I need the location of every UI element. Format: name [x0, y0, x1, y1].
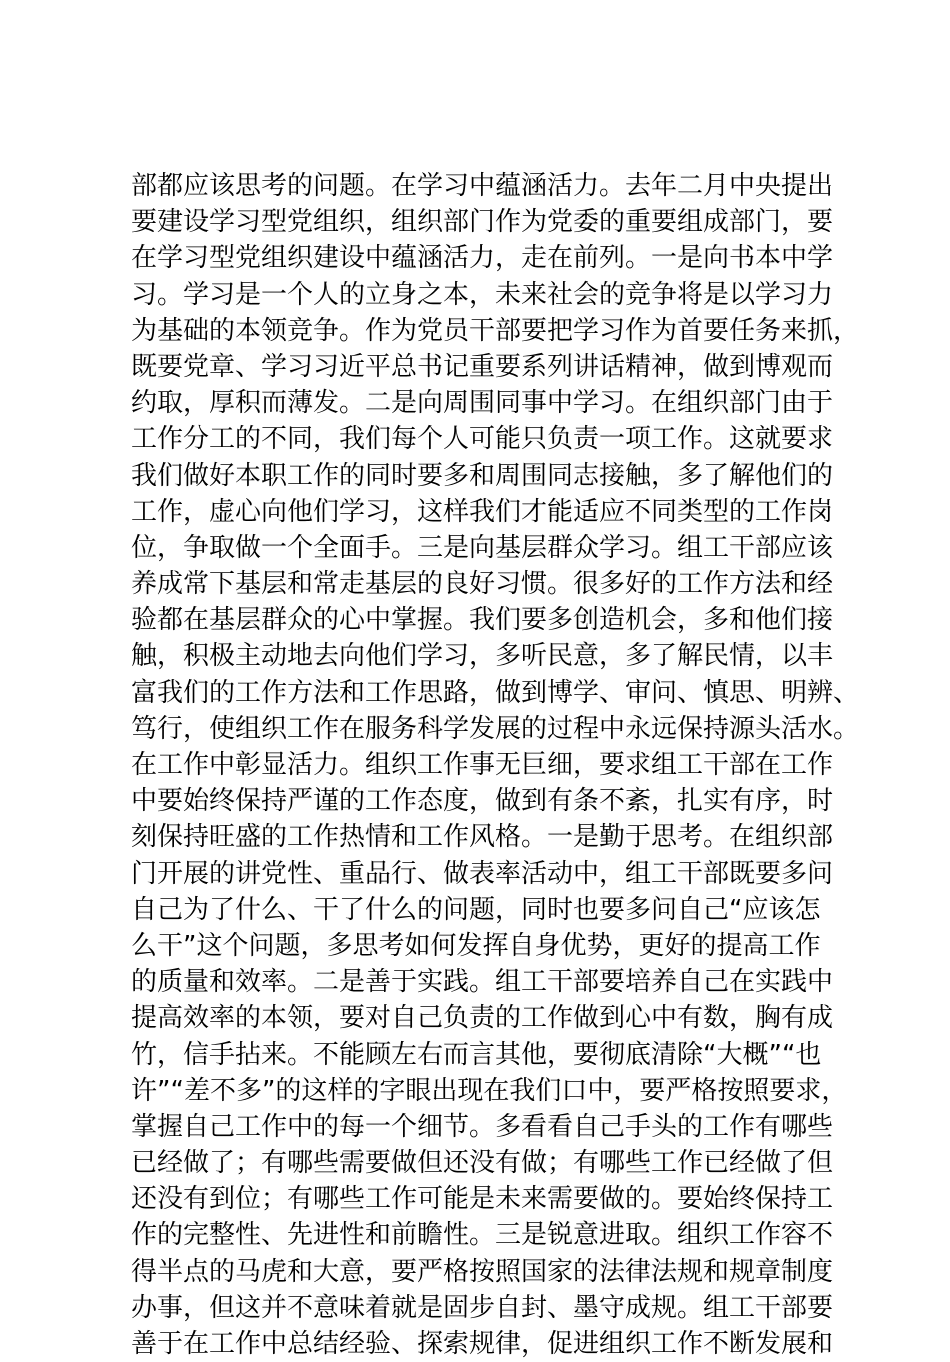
- text-line: 习。学习是一个人的立身之本，未来社会的竞争将是以学习力: [131, 279, 834, 310]
- text-line: 提高效率的本领，要对自己负责的工作做到心中有数，胸有成: [131, 1003, 834, 1034]
- text-line: 位，争取做一个全面手。三是向基层群众学习。组工干部应该: [131, 532, 834, 563]
- text-line: 自己为了什么、干了什么的问题，同时也要多问自己“应该怎: [131, 894, 821, 925]
- text-line: 工作分工的不同，我们每个人可能只负责一项工作。这就要求: [131, 424, 834, 455]
- text-line: 我们做好本职工作的同时要多和周围同志接触，多了解他们的: [131, 460, 834, 491]
- text-line: 富我们的工作方法和工作思路，做到博学、审问、慎思、明辨、: [131, 677, 860, 708]
- text-line: 得半点的马虎和大意，要严格按照国家的法律法规和规章制度: [131, 1256, 834, 1287]
- text-line: 已经做了；有哪些需要做但还没有做；有哪些工作已经做了但: [131, 1148, 834, 1179]
- text-line: 掌握自己工作中的每一个细节。多看看自己手头的工作有哪些: [131, 1111, 834, 1142]
- text-line: 的质量和效率。二是善于实践。组工干部要培养自己在实践中: [131, 967, 834, 998]
- text-line: 触，积极主动地去向他们学习，多听民意，多了解民情，以丰: [131, 641, 834, 672]
- text-line: 在学习型党组织建设中蕴涵活力，走在前列。一是向书本中学: [131, 243, 834, 274]
- text-line: 门开展的讲党性、重品行、做表率活动中，组工干部既要多问: [131, 858, 834, 889]
- text-line: 还没有到位；有哪些工作可能是未来需要做的。要始终保持工: [131, 1184, 834, 1215]
- text-line: 竹，信手拈来。不能顾左右而言其他，要彻底清除“大概”“也: [131, 1039, 822, 1070]
- text-line: 笃行，使组织工作在服务科学发展的过程中永远保持源头活水。: [131, 713, 860, 744]
- text-line: 中要始终保持严谨的工作态度，做到有条不紊，扎实有序，时: [131, 786, 834, 817]
- text-line: 要建设学习型党组织，组织部门作为党委的重要组成部门，要: [131, 207, 834, 238]
- body-text: [131, 168, 860, 1362]
- text-line: 办事，但这并不意味着就是固步自封、墨守成规。组工干部要: [131, 1292, 834, 1323]
- text-line: 作的完整性、先进性和前瞻性。三是锐意进取。组织工作容不: [131, 1220, 834, 1251]
- text-line: 许”“差不多”的这样的字眼出现在我们口中，要严格按照要求，: [131, 1075, 848, 1106]
- text-line: 在工作中彰显活力。组织工作事无巨细，要求组工干部在工作: [131, 750, 834, 780]
- text-line: 善于在工作中总结经验、探索规律，促进组织工作不断发展和: [131, 1329, 834, 1359]
- text-line: 养成常下基层和常走基层的良好习惯。很多好的工作方法和经: [131, 569, 834, 600]
- text-line: 既要党章、学习习近平总书记重要系列讲话精神，做到博观而: [131, 351, 834, 382]
- text-line: 工作，虚心向他们学习，这样我们才能适应不同类型的工作岗: [131, 496, 834, 527]
- text-line: 刻保持旺盛的工作热情和工作风格。一是勤于思考。在组织部: [131, 822, 834, 853]
- text-line: 么干”这个问题，多思考如何发挥自身优势，更好的提高工作: [131, 930, 821, 961]
- text-line: 为基础的本领竞争。作为党员干部要把学习作为首要任务来抓，: [131, 315, 860, 346]
- text-line: 验都在基层群众的心中掌握。我们要多创造机会，多和他们接: [131, 605, 834, 636]
- text-line: 约取，厚积而薄发。二是向周围同事中学习。在组织部门由于: [131, 388, 834, 419]
- text-line: 部都应该思考的问题。在学习中蕴涵活力。去年二月中央提出: [131, 171, 834, 201]
